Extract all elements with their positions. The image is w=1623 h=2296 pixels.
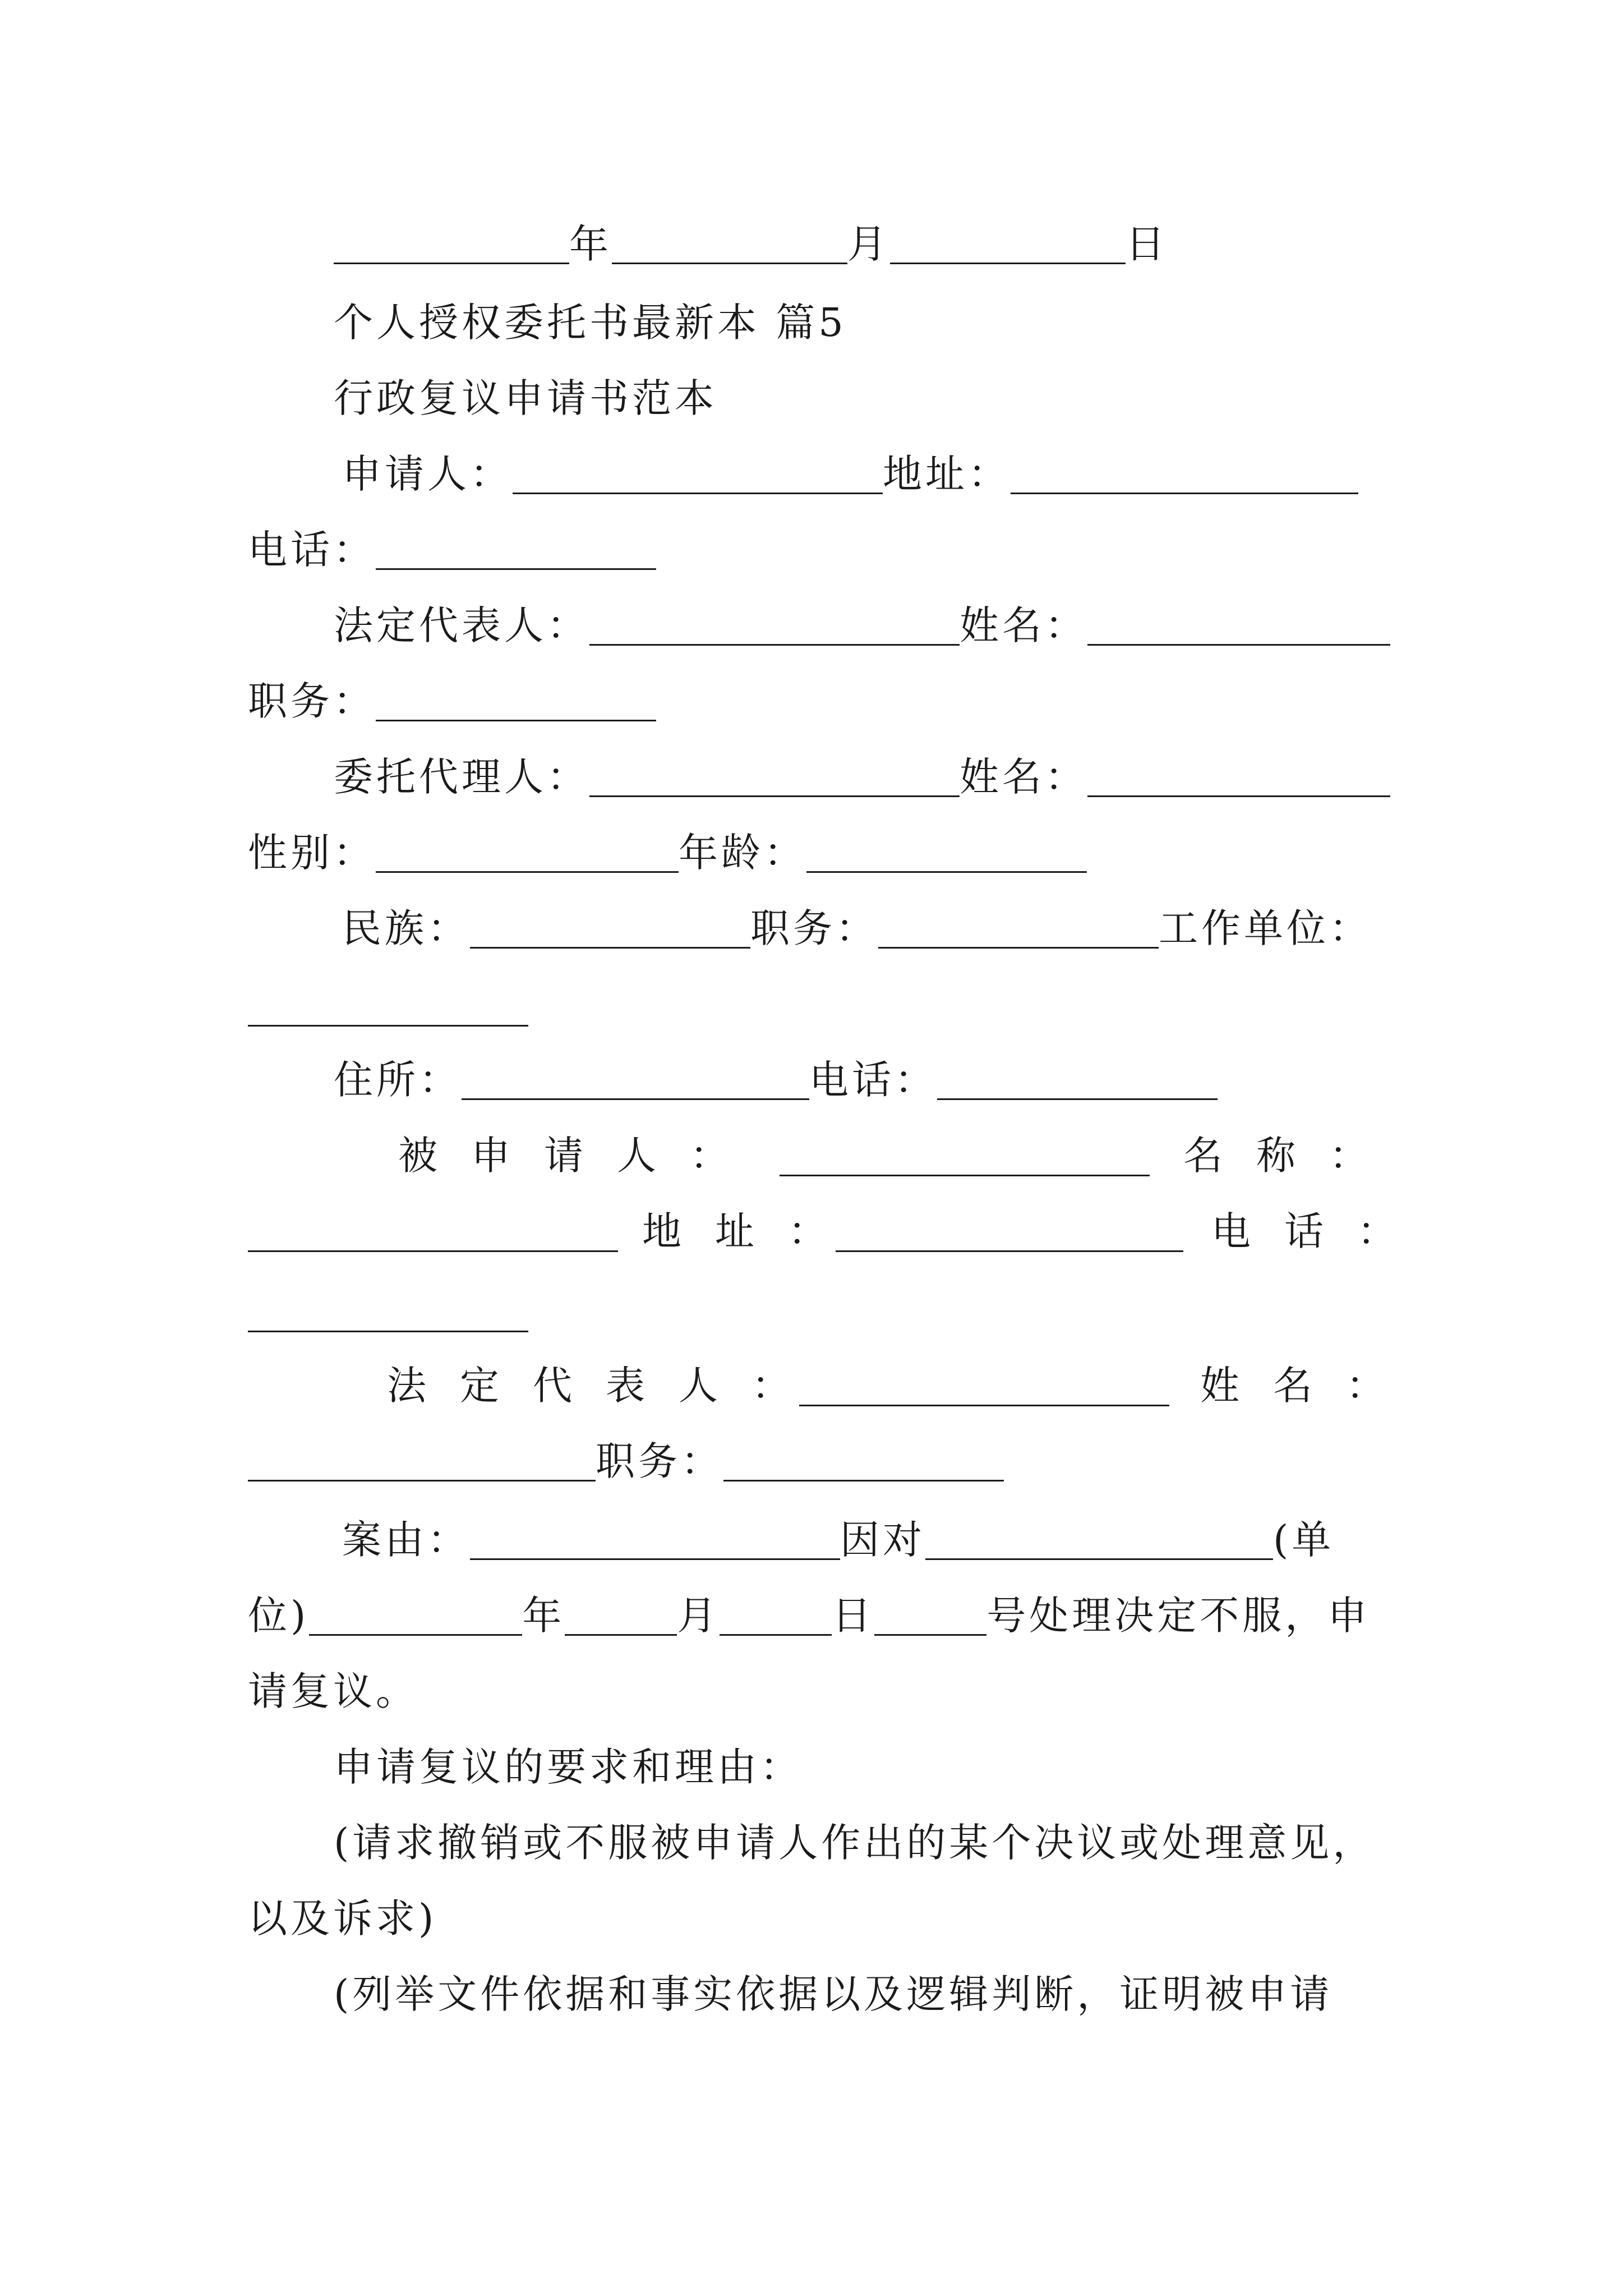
case-tail: 号处理决定不服，申 [986, 1593, 1371, 1639]
residence-label: 住所： [334, 1057, 462, 1103]
respondent-address-wrap [642, 1203, 861, 1259]
agent-age-blank[interactable] [806, 831, 1087, 873]
agent-blank[interactable] [589, 755, 960, 797]
legal-rep-name-blank[interactable] [1087, 604, 1390, 646]
respondent-legal-rep-label: 法定代表人： [387, 1363, 824, 1409]
respondent-phone-wrap [1211, 1203, 1430, 1259]
case-unit-open: (单 [1273, 1517, 1335, 1563]
agent-position-label: 职务： [750, 905, 878, 951]
applicant-blank[interactable] [513, 452, 883, 494]
residence-phone-label: 电话： [809, 1057, 937, 1103]
agent-label: 委托代理人： [334, 754, 589, 800]
respondent-legal-rep-position-blank[interactable] [723, 1439, 1004, 1481]
case-day-blank[interactable] [720, 1594, 832, 1636]
legal-rep-blank[interactable] [589, 604, 960, 646]
residence-blank[interactable] [462, 1058, 809, 1100]
case-against-label: 因对 [840, 1517, 925, 1563]
day-label: 日 [1126, 221, 1168, 267]
legal-rep-label: 法定代表人： [334, 602, 589, 648]
applicant-label: 申请人： [342, 451, 513, 497]
agent-info-line [342, 900, 1372, 956]
legal-rep-line [334, 597, 1390, 654]
case-date-line [248, 1588, 1370, 1644]
respondent-label: 被申请人： [398, 1133, 763, 1179]
residence-phone-blank[interactable] [937, 1058, 1218, 1100]
respondent-phone-label: 电话： [1211, 1208, 1430, 1254]
applicant-line [342, 446, 1358, 502]
applicant-phone-line [248, 522, 656, 578]
applicant-address-blank[interactable] [1011, 452, 1358, 494]
agent-line [334, 749, 1390, 805]
respondent-legal-rep-name-wrap [1200, 1358, 1419, 1414]
case-line [342, 1512, 1334, 1568]
day-blank[interactable] [890, 222, 1126, 264]
month-label: 月 [847, 221, 890, 267]
applicant-address-label: 地址： [883, 451, 1011, 497]
year-blank[interactable] [334, 222, 569, 264]
year-label: 年 [569, 221, 612, 267]
case-continuation: 请复议。 [248, 1668, 418, 1714]
applicant-phone-blank[interactable] [376, 528, 656, 570]
respondent-address-label: 地址： [642, 1208, 861, 1254]
work-unit-label: 工作单位： [1159, 905, 1372, 951]
respondent-legal-rep-name-blank[interactable] [248, 1439, 596, 1481]
month-blank[interactable] [612, 222, 847, 264]
respondent-line [398, 1128, 763, 1184]
respondent-legal-rep-position-label: 职务： [596, 1438, 723, 1484]
case-number-blank[interactable] [874, 1594, 986, 1636]
agent-position-blank[interactable] [878, 907, 1159, 949]
respondent-phone-blank[interactable] [248, 1329, 528, 1332]
section-heading: 个人授权委托书最新本 篇5 [334, 300, 847, 346]
case-unit-close: 位) [248, 1593, 310, 1639]
ethnicity-label: 民族： [342, 905, 470, 951]
legal-rep-name-label: 姓名： [960, 602, 1087, 648]
respondent-legal-rep-wrap [387, 1358, 824, 1414]
agent-name-label: 姓名： [960, 754, 1087, 800]
case-year-blank[interactable] [309, 1594, 522, 1636]
requests-hint-1: (请求撤销或不服被申请人作出的某个决议或处理意见， [334, 1820, 1376, 1866]
agent-age-label: 年龄： [679, 830, 806, 876]
case-unit-blank[interactable] [925, 1518, 1273, 1560]
ethnicity-blank[interactable] [470, 907, 750, 949]
applicant-phone-label: 电话： [248, 527, 376, 573]
agent-gender-age-line [248, 825, 1087, 881]
date-line [334, 216, 1168, 272]
requests-title: 申请复议的要求和理由： [334, 1744, 803, 1790]
case-month-label: 月 [677, 1593, 720, 1639]
respondent-legal-rep-position-line [248, 1433, 1004, 1489]
respondent-name-label: 名称： [1183, 1133, 1402, 1179]
document-title: 行政复议申请书范本 [334, 375, 717, 421]
respondent-legal-rep-blank[interactable] [799, 1404, 1169, 1406]
residence-line [334, 1052, 1218, 1108]
case-label: 案由： [342, 1517, 470, 1563]
respondent-name-wrap [1183, 1128, 1402, 1184]
requests-hint-2: 以及诉求) [248, 1895, 437, 1941]
case-day-label: 日 [832, 1593, 875, 1639]
agent-gender-blank[interactable] [376, 831, 679, 873]
respondent-name-blank[interactable] [248, 1249, 618, 1252]
respondent-address-blank[interactable] [836, 1249, 1183, 1252]
case-year-label: 年 [522, 1593, 565, 1639]
case-month-blank[interactable] [565, 1594, 677, 1636]
case-blank[interactable] [470, 1518, 840, 1560]
agent-gender-label: 性别： [248, 830, 376, 876]
legal-rep-position-line [248, 673, 656, 729]
respondent-blank[interactable] [780, 1174, 1150, 1176]
reasons-hint: (列举文件依据和事实依据以及逻辑判断，证明被申请 [334, 1971, 1333, 2017]
respondent-legal-rep-name-label: 姓名： [1200, 1363, 1419, 1409]
legal-rep-position-label: 职务： [248, 678, 376, 724]
legal-rep-position-blank[interactable] [376, 679, 656, 721]
agent-name-blank[interactable] [1087, 755, 1390, 797]
work-unit-blank[interactable] [248, 1024, 528, 1027]
